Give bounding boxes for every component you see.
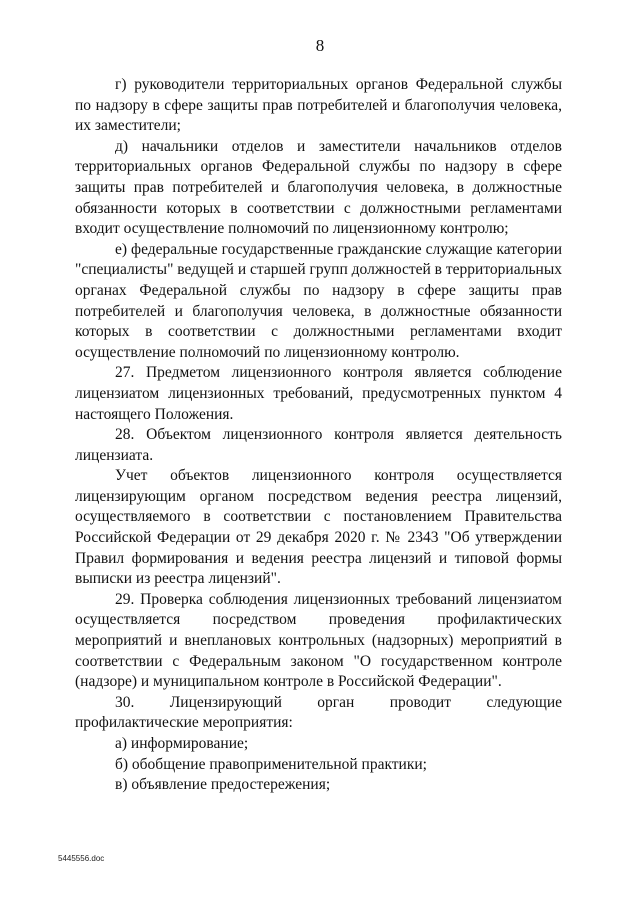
- list-item-b: б) обобщение правоприменительной практики;: [115, 755, 427, 773]
- paragraph-item-e: е) федеральные государственные гражданские служащие категории "специалисты" ведущей и старшей групп должностей в территориальных органах Федеральной службы по надзору в сфере защиты прав потребителей и благополучия человека, в должностные обязанности которых в соответствии с должностными регламентами входит осуществление полномочий по лицензионному контролю.: [75, 240, 562, 361]
- footer-file-name: 5445556.doc: [58, 854, 105, 863]
- paragraph-30: 30. Лицензирующий орган проводит следующие профилактические мероприятия:: [75, 693, 562, 732]
- paragraph-27: 27. Предметом лицензионного контроля является соблюдение лицензиатом лицензионных требований, предусмотренных пунктом 4 настоящего Положения.: [75, 364, 562, 423]
- paragraph-item-d: д) начальники отделов и заместители начальников отделов территориальных органов Федеральной службы по надзору в сфере защиты прав потребителей и благополучия человека, в должностные обязанности которых в соответствии с должностными регламентами входит осуществление полномочий по лицензионному контролю;: [75, 137, 562, 238]
- paragraph-item-g: г) руководители территориальных органов Федеральной службы по надзору в сфере защиты прав потребителей и благополучия человека, их заместители;: [75, 76, 562, 135]
- paragraph-29: 29. Проверка соблюдения лицензионных требований лицензиатом осуществляется посредством проведения профилактических мероприятий и внеплановых контрольных (надзорных) мероприятий в соответствии с Федеральным законом "О государственном контроле (надзоре) и муниципальном контроле в Российской Федерации".: [75, 590, 562, 691]
- paragraph-28: 28. Объектом лицензионного контроля является деятельность лицензиата.: [75, 426, 562, 464]
- paragraph-registry-accounting: Учет объектов лицензионного контроля осуществляется лицензирующим органом посредством ведения реестра лицензий, осуществляемого в соответствии с постановлением Правительства Российской Федерации от 29 декабря 2020 г. № 2343 "Об утверждении Правил формирования и ведения реестра лицензий и типовой формы выписки из реестра лицензий".: [75, 467, 562, 588]
- list-item-a: а) информирование;: [115, 735, 249, 752]
- document-body: [75, 75, 562, 796]
- page-number: 8: [315, 36, 325, 55]
- list-item-v: в) объявление предостережения;: [115, 776, 331, 794]
